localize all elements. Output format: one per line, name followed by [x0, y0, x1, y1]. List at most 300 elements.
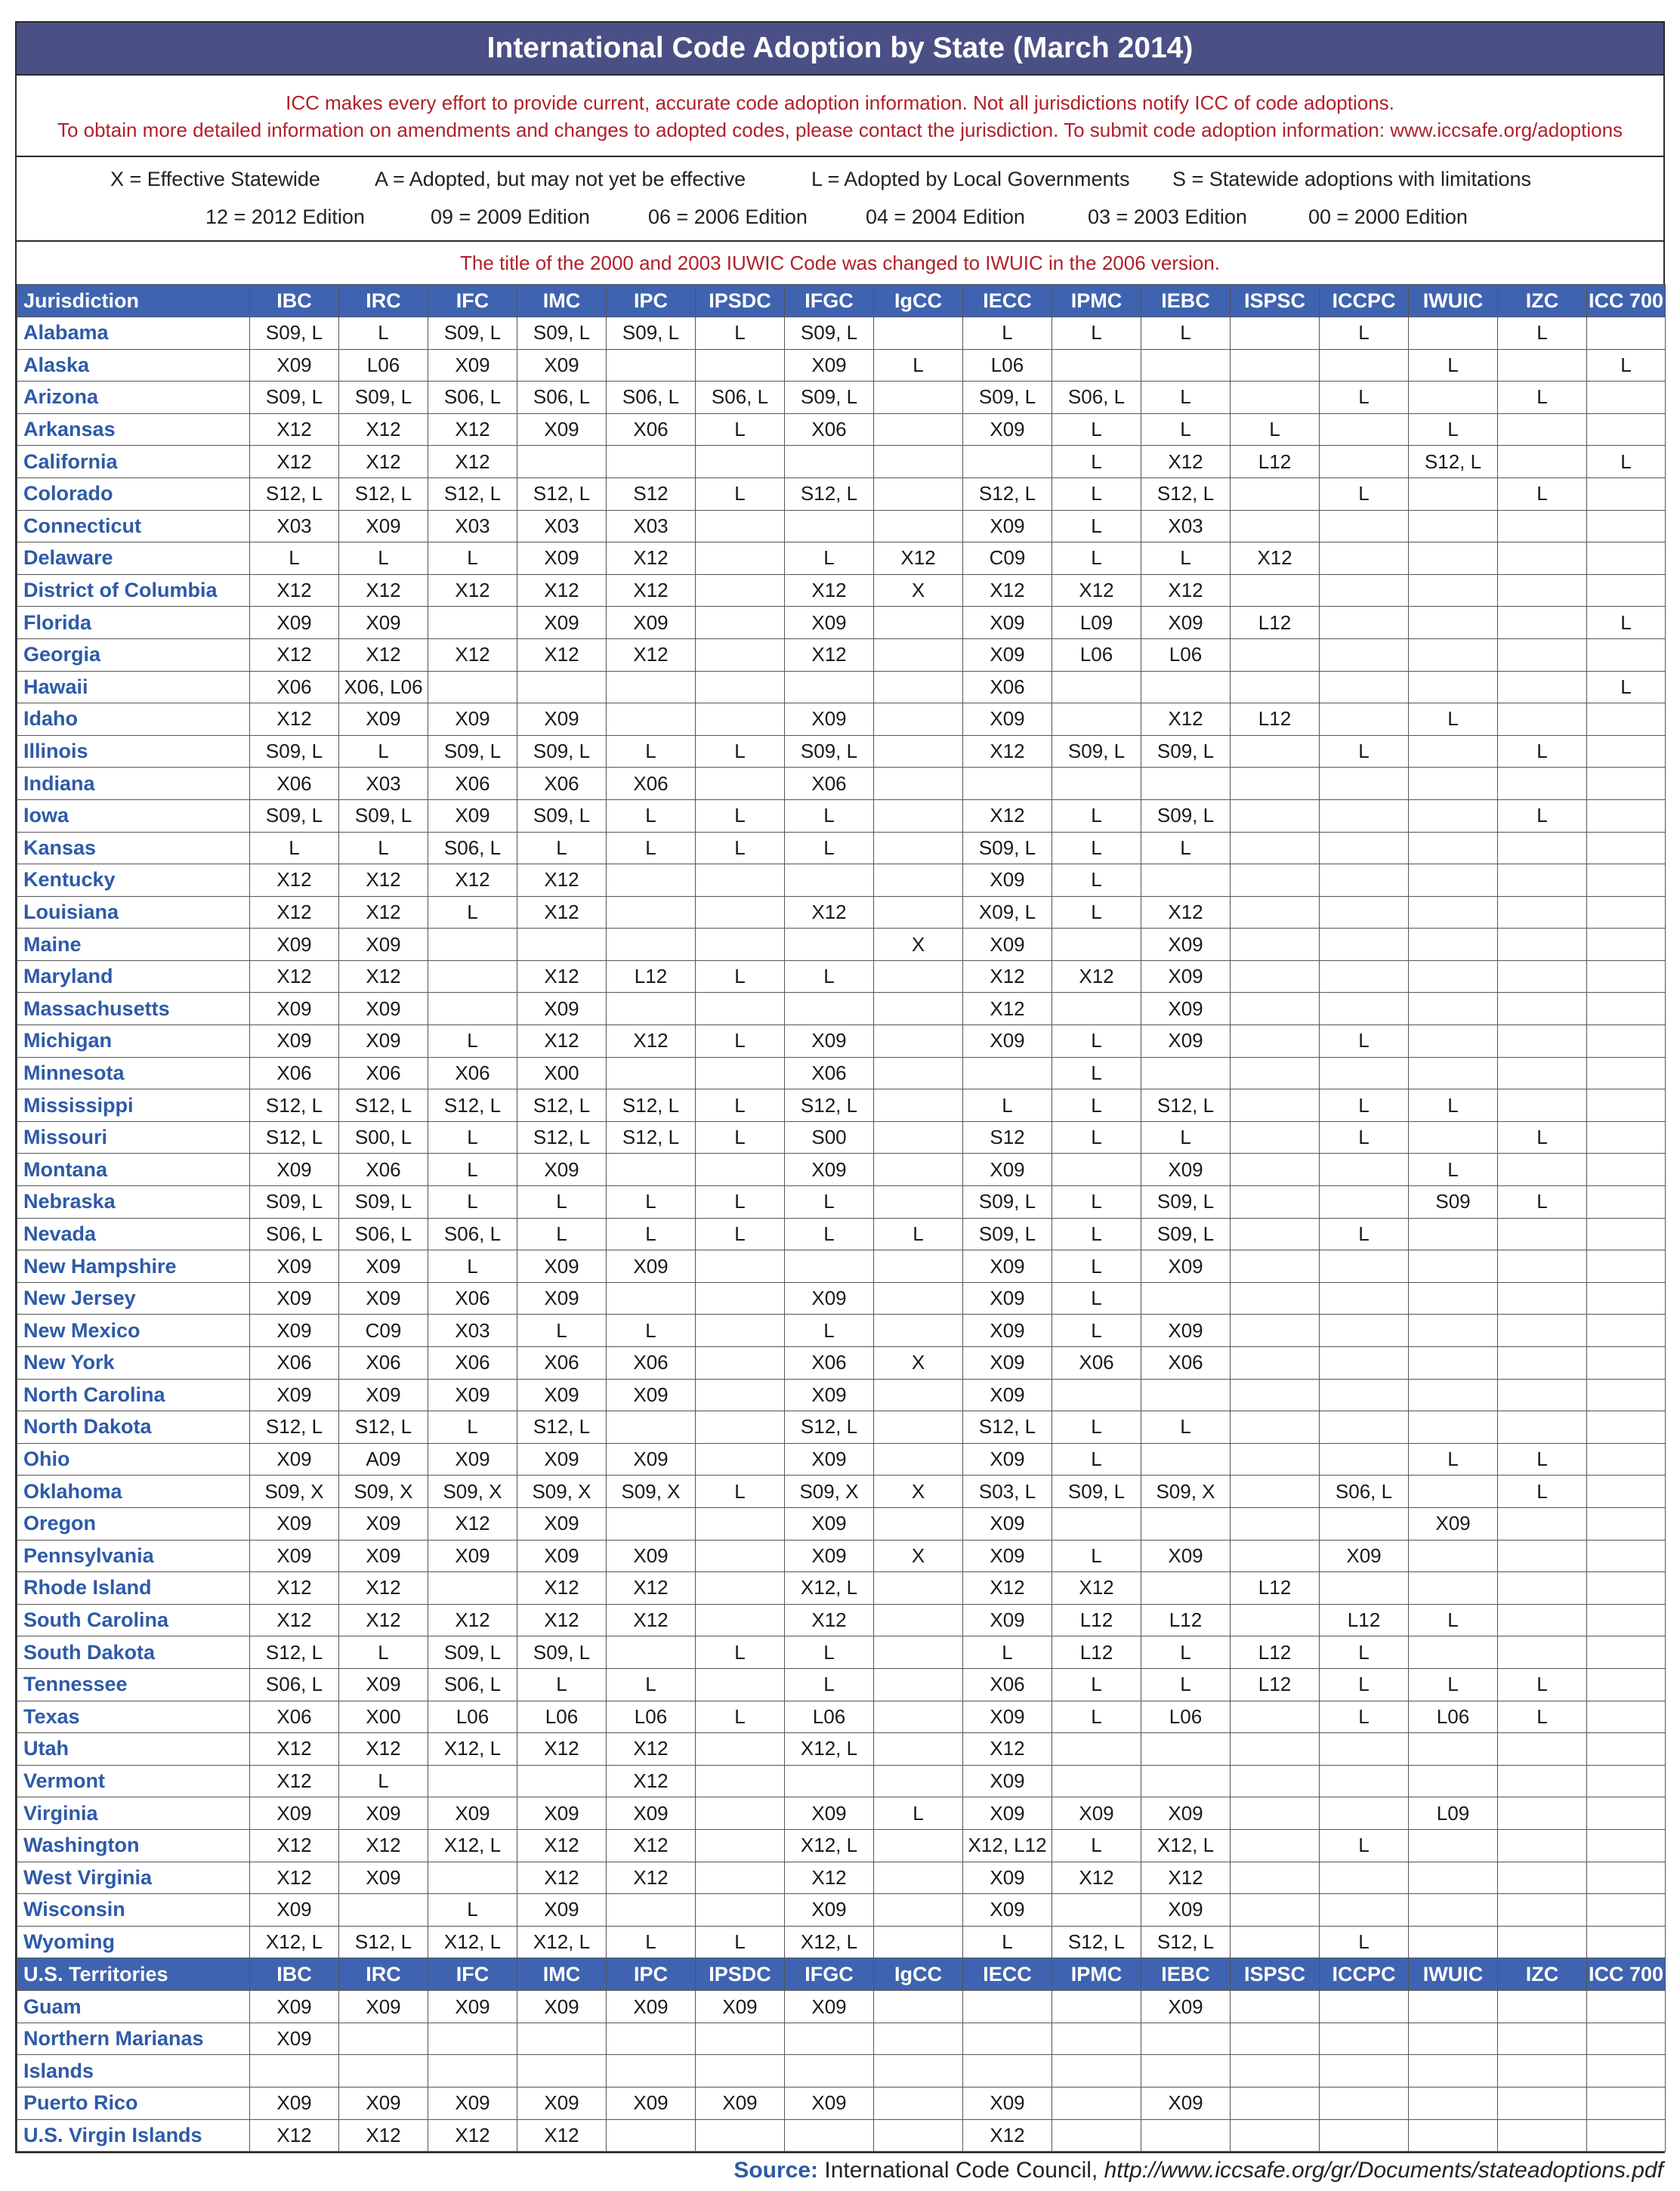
- adoption-cell: L: [874, 1218, 963, 1250]
- adoption-cell: L06: [785, 1701, 874, 1733]
- adoption-cell: [785, 2023, 874, 2055]
- adoption-cell: X12, L: [250, 1926, 339, 1958]
- adoption-cell: [1320, 896, 1409, 929]
- adoption-cell: X12, L: [517, 1926, 607, 1958]
- adoption-cell: X06: [428, 1347, 517, 1380]
- adoption-cell: X09: [963, 1507, 1052, 1540]
- adoption-cell: S12, L: [339, 1089, 428, 1122]
- adoption-cell: L: [1409, 1668, 1498, 1701]
- adoption-cell: X12: [517, 864, 607, 897]
- adoption-cell: L: [1498, 382, 1587, 414]
- adoption-cell: [1587, 1894, 1666, 1927]
- adoption-cell: L: [517, 832, 607, 864]
- adoption-cell: [1320, 1507, 1409, 1540]
- adoption-cell: X09: [785, 1443, 874, 1476]
- adoption-cell: [1320, 2055, 1409, 2087]
- jurisdiction-name: Maryland: [17, 960, 250, 993]
- adoption-cell: [1409, 993, 1498, 1025]
- adoption-cell: L09: [1052, 607, 1141, 639]
- adoption-cell: [428, 2055, 517, 2087]
- adoption-cell: S09, L: [339, 799, 428, 832]
- adoption-cell: X09: [428, 2087, 517, 2120]
- adoption-cell: [874, 735, 963, 768]
- adoption-cell: [1231, 317, 1320, 350]
- adoption-cell: X12: [428, 446, 517, 478]
- adoption-cell: [696, 929, 785, 961]
- table-row: [17, 349, 1666, 382]
- adoption-cell: [1587, 993, 1666, 1025]
- source-credit: [733, 2158, 1663, 2183]
- adoption-cell: L: [1498, 477, 1587, 510]
- adoption-cell: [1231, 2023, 1320, 2055]
- adoption-cell: [1498, 1862, 1587, 1894]
- adoption-cell: [1409, 2087, 1498, 2120]
- adoption-cell: [696, 1315, 785, 1347]
- adoption-cell: X12, L: [1141, 1829, 1231, 1862]
- adoption-cell: [1409, 929, 1498, 961]
- adoption-cell: L: [1320, 1121, 1409, 1154]
- adoption-cell: L: [1052, 1540, 1141, 1572]
- adoption-cell: X03: [517, 510, 607, 542]
- adoption-cell: [1231, 2087, 1320, 2120]
- adoption-cell: [874, 703, 963, 736]
- adoption-cell: [1231, 1926, 1320, 1958]
- adoption-cell: [1320, 1057, 1409, 1089]
- adoption-cell: [874, 413, 963, 446]
- adoption-cell: X12: [339, 1733, 428, 1766]
- adoption-cell: [874, 1507, 963, 1540]
- adoption-cell: [1498, 2055, 1587, 2087]
- adoption-cell: X09: [1141, 1250, 1231, 1283]
- adoption-cell: [1052, 768, 1141, 800]
- adoption-cell: [785, 2119, 874, 2152]
- adoption-cell: L: [1409, 413, 1498, 446]
- adoption-cell: S09, L: [1141, 1218, 1231, 1250]
- adoption-cell: L06: [428, 1701, 517, 1733]
- adoption-cell: S06, L: [1320, 1476, 1409, 1508]
- adoption-cell: L: [1052, 510, 1141, 542]
- adoption-cell: L: [963, 1926, 1052, 1958]
- adoption-cell: L: [339, 1636, 428, 1669]
- adoption-cell: L: [1320, 1025, 1409, 1058]
- column-header: ICCPC: [1320, 1958, 1409, 1991]
- adoption-cell: X09: [963, 607, 1052, 639]
- adoption-cell: L06: [517, 1701, 607, 1733]
- adoption-cell: X12: [517, 896, 607, 929]
- adoption-cell: [1320, 703, 1409, 736]
- adoption-cell: X12: [517, 638, 607, 671]
- adoption-cell: L06: [1141, 1701, 1231, 1733]
- adoption-cell: [607, 446, 696, 478]
- jurisdiction-name: Washington: [17, 1829, 250, 1862]
- adoption-cell: [1320, 1347, 1409, 1380]
- jurisdiction-name: Kansas: [17, 832, 250, 864]
- adoption-cell: X09: [963, 1250, 1052, 1283]
- adoption-cell: [1231, 1379, 1320, 1411]
- column-header: IFGC: [785, 1958, 874, 1991]
- adoption-cell: [1587, 960, 1666, 993]
- adoption-cell: [874, 1025, 963, 1058]
- adoption-cell: X09: [785, 1507, 874, 1540]
- adoption-cell: [1141, 1057, 1231, 1089]
- adoption-cell: L: [1052, 1411, 1141, 1444]
- jurisdiction-name: Wisconsin: [17, 1894, 250, 1927]
- adoption-cell: X03: [428, 1315, 517, 1347]
- adoption-cell: X09: [607, 1540, 696, 1572]
- adoption-cell: [1409, 1733, 1498, 1766]
- table-row: [17, 2087, 1666, 2120]
- adoption-cell: [696, 1347, 785, 1380]
- adoption-cell: L: [428, 896, 517, 929]
- adoption-cell: X09: [785, 349, 874, 382]
- adoption-cell: [1587, 1476, 1666, 1508]
- adoption-cell: [607, 929, 696, 961]
- adoption-cell: [874, 382, 963, 414]
- adoption-cell: [607, 1894, 696, 1927]
- adoption-cell: [1498, 1250, 1587, 1283]
- adoption-cell: X06: [1052, 1347, 1141, 1380]
- adoption-cell: X: [874, 1540, 963, 1572]
- adoption-cell: L12: [1320, 1604, 1409, 1636]
- adoption-cell: [1052, 2087, 1141, 2120]
- table-row: [17, 799, 1666, 832]
- adoption-cell: X09: [785, 1154, 874, 1186]
- adoption-cell: L: [1052, 1315, 1141, 1347]
- adoption-cell: [1052, 1507, 1141, 1540]
- adoption-cell: [1498, 1507, 1587, 1540]
- adoption-cell: X09: [785, 2087, 874, 2120]
- adoption-cell: L06: [1409, 1701, 1498, 1733]
- adoption-cell: S12, L: [250, 1636, 339, 1669]
- adoption-cell: X09: [785, 607, 874, 639]
- adoption-cell: L: [1587, 607, 1666, 639]
- adoption-cell: X09: [250, 2023, 339, 2055]
- adoption-cell: L: [1587, 671, 1666, 703]
- adoption-cell: S09, X: [1141, 1476, 1231, 1508]
- adoption-cell: L06: [339, 349, 428, 382]
- adoption-cell: [428, 1765, 517, 1797]
- adoption-cell: [1231, 2055, 1320, 2087]
- adoption-cell: L: [1052, 1701, 1141, 1733]
- adoption-cell: X12: [250, 1733, 339, 1766]
- adoption-cell: [1231, 1315, 1320, 1347]
- adoption-cell: [1141, 671, 1231, 703]
- adoption-cell: [1498, 446, 1587, 478]
- jurisdiction-name: U.S. Virgin Islands: [17, 2119, 250, 2152]
- adoption-cell: X12: [250, 960, 339, 993]
- adoption-cell: [1052, 1379, 1141, 1411]
- table-row: [17, 1733, 1666, 1766]
- adoption-cell: [1052, 349, 1141, 382]
- adoption-cell: [1587, 1733, 1666, 1766]
- adoption-cell: [1409, 2023, 1498, 2055]
- adoption-cell: [874, 1733, 963, 1766]
- adoption-cell: X09: [339, 1991, 428, 2023]
- adoption-cell: S12, L: [963, 477, 1052, 510]
- adoption-cell: [607, 2119, 696, 2152]
- adoption-cell: X: [874, 1476, 963, 1508]
- adoption-cell: [1409, 1636, 1498, 1669]
- adoption-cell: L: [1052, 1121, 1141, 1154]
- adoption-cell: X12: [250, 1604, 339, 1636]
- adoption-cell: L: [1320, 382, 1409, 414]
- table-row: [17, 896, 1666, 929]
- column-header: IZC: [1498, 1958, 1587, 1991]
- adoption-cell: X09: [339, 703, 428, 736]
- adoption-cell: C09: [339, 1315, 428, 1347]
- adoption-cell: L: [1141, 1411, 1231, 1444]
- adoption-cell: [1409, 1121, 1498, 1154]
- adoption-cell: L: [1320, 1926, 1409, 1958]
- jurisdiction-name: Montana: [17, 1154, 250, 1186]
- adoption-cell: [1320, 1862, 1409, 1894]
- adoption-cell: S12, L: [1141, 1089, 1231, 1122]
- table-row: [17, 1282, 1666, 1315]
- adoption-cell: S09, L: [250, 382, 339, 414]
- adoption-cell: X12: [250, 638, 339, 671]
- adoption-cell: [1052, 1733, 1141, 1766]
- adoption-cell: S12, L: [339, 1411, 428, 1444]
- adoption-cell: X09: [963, 1862, 1052, 1894]
- adoption-cell: [1231, 1282, 1320, 1315]
- adoption-cell: X12: [963, 2119, 1052, 2152]
- adoption-cell: [1231, 799, 1320, 832]
- adoption-cell: X12: [250, 864, 339, 897]
- adoption-cell: [1498, 2087, 1587, 2120]
- jurisdiction-name: South Carolina: [17, 1604, 250, 1636]
- adoption-cell: [1498, 638, 1587, 671]
- adoption-cell: [1052, 2023, 1141, 2055]
- adoption-cell: S06, L: [607, 382, 696, 414]
- adoption-cell: X09: [963, 1315, 1052, 1347]
- table-row: [17, 1347, 1666, 1380]
- adoption-cell: [1587, 2087, 1666, 2120]
- adoption-cell: [1231, 832, 1320, 864]
- adoption-cell: L12: [1141, 1604, 1231, 1636]
- adoption-cell: L12: [1231, 1668, 1320, 1701]
- adoption-cell: S09, L: [339, 382, 428, 414]
- adoption-cell: X09: [428, 1797, 517, 1830]
- adoption-cell: [696, 1829, 785, 1862]
- adoption-cell: S12, L: [785, 1089, 874, 1122]
- table-row: [17, 671, 1666, 703]
- adoption-cell: [1231, 1829, 1320, 1862]
- adoption-cell: X09: [785, 1379, 874, 1411]
- adoption-cell: X09: [339, 1282, 428, 1315]
- adoption-cell: S09: [1409, 1186, 1498, 1219]
- adoption-cell: [874, 1443, 963, 1476]
- adoption-cell: X09: [517, 607, 607, 639]
- adoption-cell: [1498, 1218, 1587, 1250]
- adoption-cell: [428, 960, 517, 993]
- adoption-cell: [1409, 510, 1498, 542]
- adoption-cell: X12: [250, 1572, 339, 1605]
- table-row: [17, 1186, 1666, 1219]
- adoption-cell: [1141, 1765, 1231, 1797]
- adoption-cell: [696, 1282, 785, 1315]
- adoption-cell: [1587, 2119, 1666, 2152]
- adoption-cell: [1498, 1926, 1587, 1958]
- adoption-cell: L06: [1052, 638, 1141, 671]
- adoption-cell: X09: [607, 2087, 696, 2120]
- adoption-cell: S09, L: [250, 317, 339, 350]
- adoption-cell: [1231, 1089, 1320, 1122]
- jurisdiction-name: Michigan: [17, 1025, 250, 1058]
- adoption-cell: X: [874, 929, 963, 961]
- adoption-cell: [428, 1862, 517, 1894]
- adoption-cell: [1587, 382, 1666, 414]
- column-header: IBC: [250, 1958, 339, 1991]
- adoption-cell: [1409, 317, 1498, 350]
- adoption-cell: [696, 542, 785, 575]
- adoption-cell: X03: [339, 768, 428, 800]
- adoption-cell: [1498, 574, 1587, 607]
- adoption-cell: X09: [339, 1797, 428, 1830]
- adoption-cell: [1320, 574, 1409, 607]
- adoption-cell: [1320, 993, 1409, 1025]
- adoption-cell: [1320, 1443, 1409, 1476]
- adoption-cell: L: [1320, 1668, 1409, 1701]
- adoption-cell: [874, 1154, 963, 1186]
- adoption-cell: L: [1498, 1476, 1587, 1508]
- adoption-cell: [1587, 317, 1666, 350]
- adoption-cell: L: [696, 1476, 785, 1508]
- adoption-cell: L12: [1231, 607, 1320, 639]
- adoption-cell: [963, 768, 1052, 800]
- adoption-cell: X09: [428, 1379, 517, 1411]
- table-row: [17, 1507, 1666, 1540]
- adoption-cell: [1587, 510, 1666, 542]
- table-row: [17, 1636, 1666, 1669]
- adoption-cell: [1231, 896, 1320, 929]
- jurisdiction-name: Illinois: [17, 735, 250, 768]
- adoption-cell: [696, 510, 785, 542]
- adoption-cell: X12: [607, 1025, 696, 1058]
- jurisdiction-name: Ohio: [17, 1443, 250, 1476]
- adoption-cell: S09, L: [785, 382, 874, 414]
- table-row: [17, 382, 1666, 414]
- table-row: [17, 768, 1666, 800]
- adoption-cell: [963, 2055, 1052, 2087]
- territories-body: [17, 1958, 1666, 2152]
- adoption-cell: [874, 317, 963, 350]
- jurisdiction-name: Northern Marianas: [17, 2023, 250, 2055]
- adoption-cell: X09: [250, 929, 339, 961]
- adoption-cell: L: [1498, 1121, 1587, 1154]
- adoption-cell: L: [696, 1121, 785, 1154]
- adoption-cell: X06: [250, 671, 339, 703]
- adoption-cell: [1498, 1379, 1587, 1411]
- adoption-cell: X12: [785, 574, 874, 607]
- adoption-cell: [1320, 768, 1409, 800]
- adoption-cell: L: [696, 1926, 785, 1958]
- adoption-cell: L: [963, 1089, 1052, 1122]
- adoption-cell: [1052, 993, 1141, 1025]
- adoption-cell: [874, 1411, 963, 1444]
- adoption-cell: [874, 1701, 963, 1733]
- adoption-cell: S09, L: [428, 1636, 517, 1669]
- adoption-cell: [696, 574, 785, 607]
- adoption-cell: L12: [1231, 1636, 1320, 1669]
- table-row: [17, 1315, 1666, 1347]
- adoption-cell: [1231, 1057, 1320, 1089]
- adoption-cell: [1409, 542, 1498, 575]
- adoption-cell: L: [1052, 896, 1141, 929]
- adoption-cell: [1409, 671, 1498, 703]
- adoption-cell: S12, L: [339, 1926, 428, 1958]
- adoption-cell: L: [696, 413, 785, 446]
- adoption-cell: S06, L: [428, 832, 517, 864]
- adoption-cell: X12: [1052, 574, 1141, 607]
- adoption-cell: X06: [250, 768, 339, 800]
- adoption-cell: L: [696, 1701, 785, 1733]
- column-header: IRC: [339, 1958, 428, 1991]
- adoption-cell: X06, L06: [339, 671, 428, 703]
- column-header: IWUIC: [1409, 1958, 1498, 1991]
- adoption-cell: [1587, 1862, 1666, 1894]
- adoption-cell: L: [1052, 1668, 1141, 1701]
- adoption-cell: [874, 2055, 963, 2087]
- adoption-cell: [1409, 864, 1498, 897]
- states-body: [17, 317, 1666, 1958]
- adoption-cell: [1231, 1411, 1320, 1444]
- jurisdiction-name: Tennessee: [17, 1668, 250, 1701]
- adoption-cell: [1498, 960, 1587, 993]
- adoption-cell: L: [1409, 1154, 1498, 1186]
- adoption-cell: [1587, 1926, 1666, 1958]
- adoption-cell: S12: [963, 1121, 1052, 1154]
- adoption-cell: [1231, 929, 1320, 961]
- adoption-cell: L: [1052, 799, 1141, 832]
- adoption-cell: L: [1409, 1089, 1498, 1122]
- adoption-cell: L: [1320, 1701, 1409, 1733]
- jurisdiction-name: Arkansas: [17, 413, 250, 446]
- column-header: IECC: [963, 285, 1052, 317]
- adoption-cell: S09, X: [339, 1476, 428, 1508]
- adoption-cell: [1587, 1379, 1666, 1411]
- adoption-cell: X09: [428, 799, 517, 832]
- adoption-cell: L: [1320, 317, 1409, 350]
- adoption-cell: X09: [339, 1379, 428, 1411]
- adoption-cell: [1231, 1765, 1320, 1797]
- adoption-cell: X12: [517, 1025, 607, 1058]
- adoption-cell: S06, L: [517, 382, 607, 414]
- adoption-cell: [428, 993, 517, 1025]
- adoption-cell: S12, L: [607, 1089, 696, 1122]
- adoption-cell: L: [1320, 1636, 1409, 1669]
- adoption-cell: L: [874, 1797, 963, 1830]
- adoption-cell: [874, 1282, 963, 1315]
- adoption-cell: X06: [339, 1347, 428, 1380]
- adoption-cell: [1409, 799, 1498, 832]
- adoption-cell: [250, 2055, 339, 2087]
- adoption-cell: L: [1409, 1604, 1498, 1636]
- adoption-cell: [607, 993, 696, 1025]
- jurisdiction-name: Oregon: [17, 1507, 250, 1540]
- adoption-cell: L: [963, 1636, 1052, 1669]
- adoption-cell: X12: [1141, 574, 1231, 607]
- adoption-cell: [1498, 349, 1587, 382]
- adoption-cell: [1141, 2055, 1231, 2087]
- jurisdiction-name: Nebraska: [17, 1186, 250, 1219]
- adoption-cell: [874, 2119, 963, 2152]
- jurisdiction-name: Missouri: [17, 1121, 250, 1154]
- adoption-cell: [1409, 638, 1498, 671]
- adoption-cell: [1409, 1250, 1498, 1283]
- column-header: ICC 700: [1587, 285, 1666, 317]
- adoption-cell: X12: [339, 1572, 428, 1605]
- adoption-cell: [1409, 1347, 1498, 1380]
